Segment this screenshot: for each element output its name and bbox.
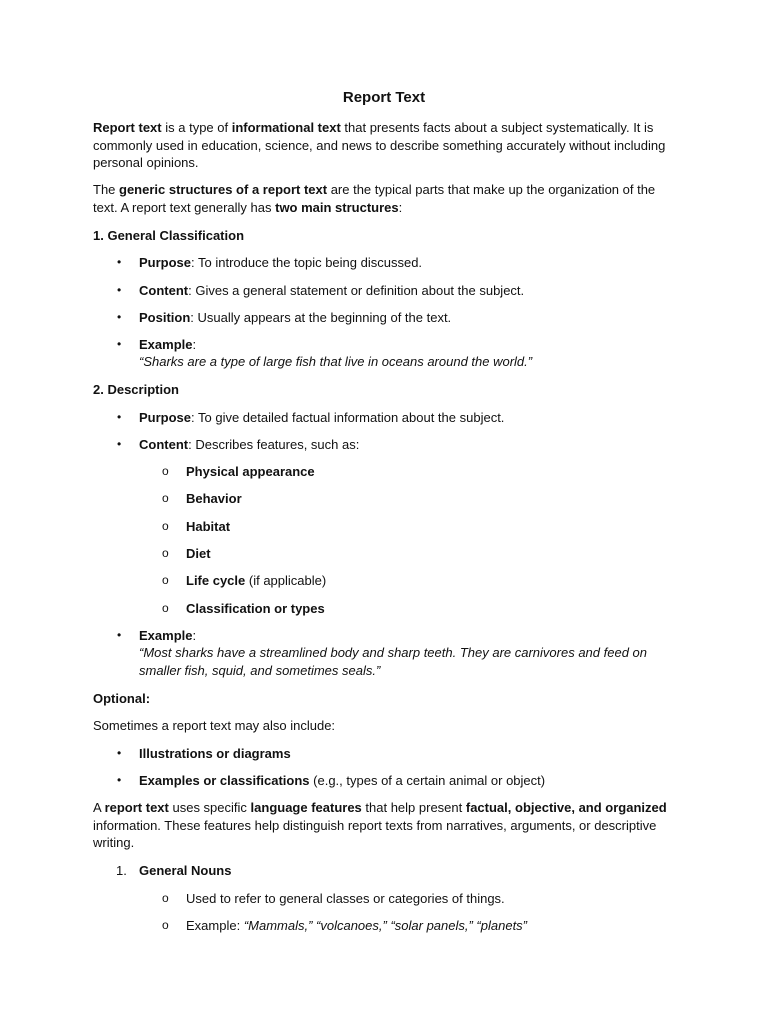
general-example-label: Example: [139,337,197,352]
circle-bullet-icon: o [162,918,169,932]
description-example-label: Example: [139,628,197,643]
optional-heading: Optional: [93,691,151,706]
circle-bullet-icon: o [162,573,169,587]
circle-bullet-icon: o [162,891,169,905]
intro-paragraph: Report text is a type of informational text that presents facts about a subject systematically. It is commonly used in education, science, and news to describe something accurately without including personal opinions. [93,120,666,170]
feature-item: Life cycle (if applicable) [186,573,327,588]
general-purpose-item: Purpose: To introduce the topic being discussed. [139,255,423,270]
circle-bullet-icon: o [162,519,169,533]
bullet-icon: • [117,337,122,351]
optional-item-illustrations: Illustrations or diagrams [139,746,291,761]
general-classification-heading: 1. General Classification [93,228,245,243]
feature-item: Diet [186,546,211,561]
bullet-icon: • [117,437,122,451]
bullet-icon: • [117,773,122,787]
structures-paragraph: The generic structures of a report text are the typical parts that make up the organization of the text. A report text generally has two main structures: [93,182,656,215]
page-title: Report Text [342,89,426,106]
description-content-item: Content: Describes features, such as: [139,437,360,452]
general-example-text: “Sharks are a type of large fish that live in oceans around the world.” [139,354,533,369]
description-purpose-item: Purpose: To give detailed factual information about the subject. [139,410,505,425]
general-nouns-example: Example: “Mammals,” “volcanoes,” “solar panels,” “planets” [186,918,528,933]
circle-bullet-icon: o [162,546,169,560]
feature-item: Behavior [186,491,242,506]
feature-item: Classification or types [186,601,325,616]
circle-bullet-icon: o [162,491,169,505]
general-content-item: Content: Gives a general statement or definition about the subject. [139,283,525,298]
feature-item: Physical appearance [186,464,315,479]
list-number: 1. [116,863,127,878]
description-example-text: “Most sharks have a streamlined body and sharp teeth. They are carnivores and feed on smaller fish, squid, and sometimes seals.” [139,645,648,678]
bullet-icon: • [117,310,122,324]
optional-intro: Sometimes a report text may also include: [93,718,336,733]
bullet-icon: • [117,283,122,297]
bullet-icon: • [117,746,122,760]
circle-bullet-icon: o [162,601,169,615]
language-features-paragraph: A report text uses specific language features that help present factual, objective, and organized information. These features help distinguish report texts from narratives, arguments, or descriptive writing. [93,800,667,850]
general-nouns-heading: General Nouns [139,863,232,878]
bullet-icon: • [117,628,122,642]
optional-item-examples: Examples or classifications (e.g., types of a certain animal or object) [139,773,546,788]
general-nouns-desc: Used to refer to general classes or categories of things. [186,891,505,906]
feature-item: Habitat [186,519,231,534]
circle-bullet-icon: o [162,464,169,478]
description-heading: 2. Description [93,382,179,397]
bullet-icon: • [117,255,122,269]
bullet-icon: • [117,410,122,424]
general-position-item: Position: Usually appears at the beginning of the text. [139,310,452,325]
